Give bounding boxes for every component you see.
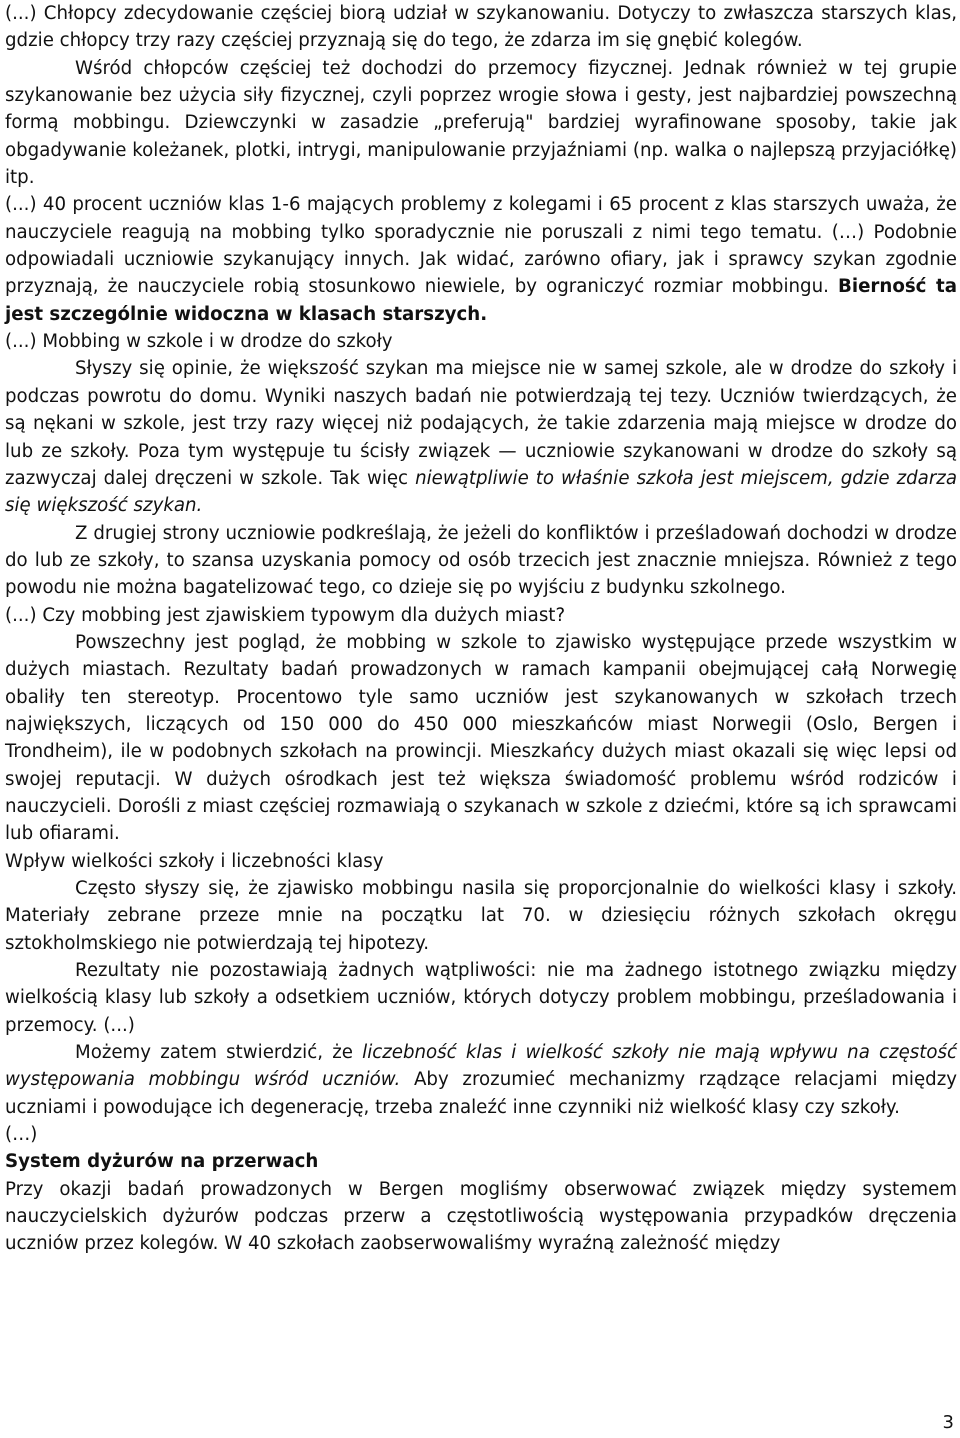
document-page [5,0,957,1258]
paragraph-teachers-reaction [5,191,957,328]
paragraph-italic-text: niewątpliwie to właśnie szkoła jest miejscem, gdzie zdarza się większość szykan. [5,467,957,517]
paragraph-text: (...) Chłopcy zdecydowanie częściej biorą udział w szykanowaniu. Dotyczy to zwłaszcza starszych klas, gdzie chłopcy trzy razy częściej przyznają się do tego, że zdarza im się gnębić kolegów. [5,3,957,52]
section-heading-big-cities [5,602,957,629]
paragraph-text: Słyszy się opinie, że większość szykan ma miejsce nie w samej szkole, ale w drodze do szkoły i podczas powrotu do domu. Wyniki naszych badań nie potwierdzają tej tezy. Uczniów twierdzących, że są nękani w szkole, jest trzy razy więcej niż podających, że takie zdarzenia mają miejsce w drodze do lub ze szkoły. Poza tym występuje tu ścisły związek — uczniowie szykanowani w drodze do szkoły są zazwyczaj dalej dręczeni w szkole. Tak więc [5,358,957,489]
paragraph-third-party-help [5,520,957,602]
paragraph-text: Z drugiej strony uczniowie podkreślają, że jeżeli do konfliktów i prześladowań dochodzi w drodze do lub ze szkoły, to szansa uzyskania pomocy od osób trzecich jest znacznie mniejsza. Również z tego powodu nie można bagatelizować tego, co dzieje się po wyjściu z budynku szkolnego. [5,522,957,599]
ellipsis-line [5,1121,957,1148]
paragraph-text: Często słyszy się, że zjawisko mobbingu nasila się proporcjonalnie do wielkości klasy i szkoły. Materiały zebrane przeze mnie na początku lat 70. w dziesięciu różnych szkołach okręgu sztokholmskiego nie potwierdzają tej hipotezy. [5,878,957,954]
paragraph-physical-violence [5,55,957,192]
paragraph-text: Aby zrozumieć mechanizmy rządzące relacjami między uczniami i powodujące ich degenerację, trzeba znaleźć inne czynniki niż wielkość klasy czy szkoły. [5,1069,958,1118]
paragraph-break-duty [5,1176,957,1258]
paragraph-text: Przy okazji badań prowadzonych w Bergen mogliśmy obserwować związek między systemem nauczycielskich dyżurów podczas przerw a częstotliwością występowania przypadków dręczenia uczniów przez kolegów. W 40 szkołach zaobserwowaliśmy wyraźną zależność między [5,1178,957,1255]
paragraph-conclusion [5,1039,957,1121]
paragraph-italic-text: liczebność klas i wielkość szkoły nie mają wpływu na częstość występowania mobbingu wśród uczniów. [5,1042,957,1091]
heading-text: System dyżurów na przerwach [5,1151,319,1173]
paragraph-text: Możemy zatem stwierdzić, że [75,1042,363,1064]
paragraph-text: Rezultaty nie pozostawiają żadnych wątpliwości: nie ma żadnego istotnego związku między wielkością klasy lub szkoły a odsetkiem uczniów, których dotyczy problem mobbingu, prześladowania i przemocy. (...) [5,960,957,1036]
paragraph-text: Wśród chłopców częściej też dochodzi do przemocy fizycznej. Jednak również w tej grupie szykanowanie bez użycia siły fizycznej, czyli poprzez wrogie słowa i gesty, jest najbardziej powszechną formą mobbingu. Dziewczynki w zasadzie „preferują" bardziej wyrafinowane sposoby, takie jak obgadywanie koleżanek, plotki, intrygi, manipulowanie przyjaźniami (np. walka o najlepszą przyjaciółkę) itp. [5,57,957,189]
paragraph-results [5,957,957,1039]
section-heading-school-size [5,848,957,875]
heading-text: (...) Czy mobbing jest zjawiskiem typowym dla dużych miast? [5,604,566,626]
paragraph-text: Powszechny jest pogląd, że mobbing w szkole to zjawisko występujące przede wszystkim w dużych miastach. Rezultaty badań prowadzonych w ramach kampanii obejmującej całą Norwegię obaliły ten stereotyp. Procentowo tyle samo uczniów jest szykanowanych w szkołach trzech największych, liczących od 150 000 do 450 000 mieszkańców miast Norwegii (Oslo, Bergen i Trondheim), ile w podobnych szkołach na prowincji. Mieszkańcy dużych miast okazali się więc lepsi od swojej reputacji. W dużych ośrodkach jest też większa świadomość problemu wśród rodziców i nauczycieli. Dorośli z miast częściej rozmawiają o szykanach w szkole z dziećmi, które są ich sprawcami lub ofiarami. [5,631,957,845]
paragraph-bold-text: Bierność ta jest szczególnie widoczna w klasach starszych. [5,276,958,325]
page-number: 3 [942,1412,954,1433]
section-heading-way-to-school [5,328,957,355]
section-heading-break-duty [5,1148,957,1175]
paragraph-school-size [5,875,957,957]
heading-text: (...) Mobbing w szkole i w drodze do szkoły [5,331,393,353]
paragraph-big-cities [5,629,957,848]
paragraph-way-to-school [5,355,957,519]
heading-text: Wpływ wielkości szkoły i liczebności klasy [5,850,384,872]
paragraph-boys-bullying [5,0,957,55]
ellipsis-text: (…) [5,1124,38,1146]
paragraph-text: (...) 40 procent uczniów klas 1-6 mających problemy z kolegami i 65 procent z klas starszych uważa, że nauczyciele reagują na mobbing tylko sporadycznie nie poruszali z nimi tego tematu. (…) Podobnie odpowiadali uczniowie szykanujący innych. Jak widać, zarówno ofiary, jak i sprawcy szykan zgodnie przyznają, że nauczyciele robią stosunkowo niewiele, by ograniczyć rozmiar mobbingu. [5,194,957,298]
